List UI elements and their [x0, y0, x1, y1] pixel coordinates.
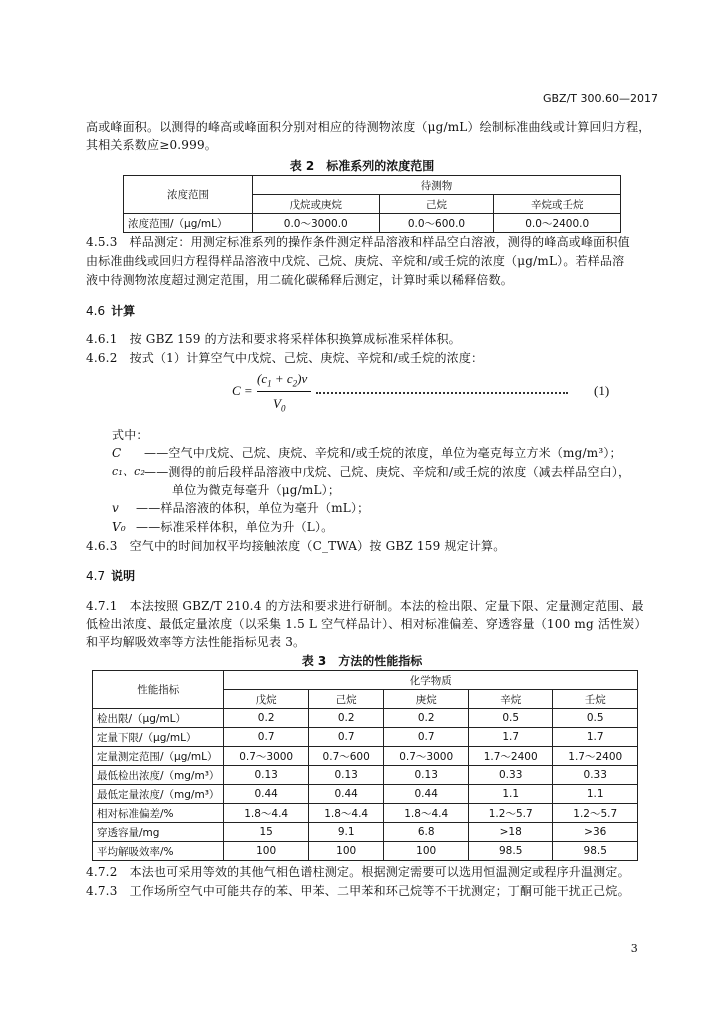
table3-cell: 1.8～4.4 [224, 804, 309, 823]
clause-number: 4.6.1 [86, 332, 118, 346]
fraction-bar [257, 391, 311, 392]
definition-c: ——测得的前后段样品溶液中戊烷、己烷、庚烷、辛烷和/或壬烷的浓度（减去样品空白）， [144, 465, 631, 479]
table3-cell: 0.44 [384, 785, 469, 804]
table3-cell: 0.5 [553, 709, 638, 728]
table2-cell: 0.0～600.0 [379, 214, 494, 233]
table2 [123, 175, 621, 233]
table3-cell: 1.7～2400 [468, 747, 553, 766]
section-4-7 [86, 567, 135, 584]
where-intro: 式中： [112, 428, 149, 442]
formula-num-part: )v [297, 371, 308, 386]
formula-lhs: C = [232, 383, 253, 398]
table3-row [93, 766, 638, 785]
clause-4-7-2 [86, 863, 630, 881]
table3-caption: 表 3 方法的性能指标 [301, 654, 423, 668]
table3-row-label: 相对标准偏差/% [93, 804, 224, 823]
table2-row-label: 浓度范围/（μg/mL） [124, 214, 253, 233]
table3-cell: 0.2 [384, 709, 469, 728]
paragraph-line: 由标准曲线或回归方程得样品溶液中戊烷、己烷、庚烷、辛烷和/或壬烷的浓度（μg/mL）。若样品溶 [86, 254, 625, 268]
table3-row [93, 747, 638, 766]
table3-header-index: 性能指标 [93, 671, 224, 709]
table3-cell: 0.33 [553, 766, 638, 785]
table3-cell: 1.2～5.7 [468, 804, 553, 823]
clause-number: 4.7.1 [86, 599, 118, 613]
formula-sub: 1 [267, 378, 272, 389]
table3-cell: 98.5 [468, 842, 553, 861]
table2-col: 辛烷或壬烷 [494, 195, 621, 214]
table3-row-label: 穿透容量/mg [93, 823, 224, 842]
table3-cell: 9.1 [308, 823, 384, 842]
table3-cell: 0.2 [224, 709, 309, 728]
clause-4-7-1 [86, 597, 644, 615]
clause-number: 4.7.3 [86, 884, 118, 898]
clause-4-6-2 [86, 349, 483, 367]
paragraph-line: 液中待测物浓度超过测定范围，用二硫化碳稀释后测定，计算时乘以稀释倍数。 [86, 273, 514, 287]
paragraph-line: 和平均解吸效率等方法性能指标见表 3。 [86, 635, 306, 649]
formula-num-part: (c [257, 371, 268, 386]
symbol-V0: V₀ [112, 520, 126, 534]
table3-cell: 100 [384, 842, 469, 861]
table3-cell: 98.5 [553, 842, 638, 861]
table2-header-analyte: 待测物 [253, 176, 621, 195]
clause-number: 4.6.2 [86, 351, 118, 365]
definition-V0: ——标准采样体积，单位为升（L）。 [136, 520, 334, 534]
page-number: 3 [630, 942, 638, 955]
table3-cell: 0.13 [308, 766, 384, 785]
table3-cell: 1.1 [553, 785, 638, 804]
table2-col: 戊烷或庚烷 [253, 195, 380, 214]
paragraph-line: 其相关系数应≥0.999。 [86, 138, 218, 152]
table3-row-label: 检出限/（μg/mL） [93, 709, 224, 728]
clause-text: 工作场所空气中可能共存的苯、甲苯、二甲苯和环己烷等不干扰测定；丁酮可能干扰正己烷。 [129, 884, 630, 898]
clause-4-6-1 [86, 330, 461, 348]
formula-sub: 2 [292, 378, 298, 389]
clause-text: 本法按照 GBZ/T 210.4 的方法和要求进行研制。本法的检出限、定量下限、定量测定范围、最 [129, 599, 644, 613]
table3-cell: 15 [224, 823, 309, 842]
table3-col: 壬烷 [553, 690, 638, 709]
table3-row-label: 平均解吸效率/% [93, 842, 224, 861]
formula-sub: 0 [280, 403, 286, 414]
table3-row-label: 定量测定范围/（μg/mL） [93, 747, 224, 766]
table3-cell: 6.8 [384, 823, 469, 842]
table3-cell: 0.7～600 [308, 747, 384, 766]
clause-text: 按 GBZ 159 的方法和要求将采样体积换算成标准采样体积。 [129, 332, 461, 346]
table3-col: 戊烷 [224, 690, 309, 709]
clause-text: 样品测定：用测定标准系列的操作条件测定样品溶液和样品空白溶液，测得的峰高或峰面积值 [129, 235, 630, 249]
section-4-6 [86, 302, 135, 319]
table3-col: 己烷 [308, 690, 384, 709]
section-title: 计算 [111, 304, 136, 318]
table3-cell: 0.7～3000 [224, 747, 309, 766]
table3 [92, 670, 638, 861]
table2-header-range: 浓度范围 [124, 176, 253, 214]
paragraph-line: 高或峰面积。以测得的峰高或峰面积分别对相应的待测物浓度（μg/mL）绘制标准曲线或计算回归方程， [86, 120, 651, 134]
table3-cell: 1.1 [468, 785, 553, 804]
table3-cell: 0.7 [308, 728, 384, 747]
section-number: 4.7 [86, 569, 106, 583]
table3-cell: 1.8～4.4 [308, 804, 384, 823]
definition-C: ——空气中戊烷、己烷、庚烷、辛烷和/或壬烷的浓度，单位为毫克每立方米（mg/m³）； [144, 446, 622, 460]
table3-row [93, 804, 638, 823]
clause-number: 4.5.3 [86, 235, 118, 249]
clause-text: 按式（1）计算空气中戊烷、己烷、庚烷、辛烷和/或壬烷的浓度： [129, 351, 484, 365]
clause-4-7-3 [86, 882, 630, 900]
table3-cell: >36 [553, 823, 638, 842]
table2-caption: 表 2 标准系列的浓度范围 [289, 159, 435, 173]
table2-cell: 0.0～2400.0 [494, 214, 621, 233]
table2-col: 己烷 [379, 195, 494, 214]
paragraph-line: 低检出浓度、最低定量浓度（以采集 1.5 L 空气样品计）、相对标准偏差、穿透容量（100 mg 活性炭） [86, 617, 647, 631]
symbol-c1-c2: c₁、c₂ [112, 465, 146, 478]
clause-4-6-3 [86, 537, 505, 555]
symbol-C: C [112, 446, 122, 460]
table3-row-label: 最低检出浓度/（mg/m³） [93, 766, 224, 785]
table3-cell: 1.2～5.7 [553, 804, 638, 823]
document-code: GBZ/T 300.60—2017 [542, 92, 658, 105]
table3-col: 辛烷 [468, 690, 553, 709]
table3-cell: 0.13 [384, 766, 469, 785]
table3-row [93, 728, 638, 747]
definition-v: ——样品溶液的体积，单位为毫升（mL）； [136, 501, 370, 515]
equation-number: (1) [594, 383, 610, 398]
table3-row-label: 定量下限/（μg/mL） [93, 728, 224, 747]
table3-row [93, 842, 638, 861]
formula-num-part: + c [271, 371, 293, 386]
clause-text: 空气中的时间加权平均接触浓度（C_TWA）按 GBZ 159 规定计算。 [129, 539, 506, 553]
definition-c-cont: 单位为微克每毫升（μg/mL）； [172, 483, 341, 497]
table3-cell: 100 [224, 842, 309, 861]
table3-row [93, 785, 638, 804]
table3-cell: 0.7 [224, 728, 309, 747]
table3-cell: 0.7～3000 [384, 747, 469, 766]
table3-cell: 0.7 [384, 728, 469, 747]
table3-cell: 0.33 [468, 766, 553, 785]
table3-cell: 1.7 [468, 728, 553, 747]
table3-col: 庚烷 [384, 690, 469, 709]
clause-text: 本法也可采用等效的其他气相色谱柱测定。根据测定需要可以选用恒温测定或程序升温测定。 [129, 865, 630, 879]
section-title: 说明 [111, 569, 136, 583]
formula-denominator [273, 396, 285, 414]
table3-cell: 100 [308, 842, 384, 861]
formula-leader-dots [316, 392, 568, 394]
formula-numerator [257, 371, 307, 389]
table3-cell: 0.13 [224, 766, 309, 785]
symbol-v: v [112, 501, 119, 515]
table3-cell: 0.5 [468, 709, 553, 728]
section-number: 4.6 [86, 304, 106, 318]
table3-cell: >18 [468, 823, 553, 842]
table3-row [93, 823, 638, 842]
clause-number: 4.7.2 [86, 865, 118, 879]
formula-den-part: V [273, 396, 281, 411]
table3-cell: 1.7～2400 [553, 747, 638, 766]
clause-4-5-3 [86, 233, 630, 251]
table3-header-chem: 化学物质 [224, 671, 638, 690]
table3-cell: 0.2 [308, 709, 384, 728]
table3-cell: 0.44 [308, 785, 384, 804]
table3-cell: 0.44 [224, 785, 309, 804]
table3-row-label: 最低定量浓度/（mg/m³） [93, 785, 224, 804]
table2-cell: 0.0～3000.0 [253, 214, 380, 233]
table3-cell: 1.8～4.4 [384, 804, 469, 823]
clause-number: 4.6.3 [86, 539, 118, 553]
table3-cell: 1.7 [553, 728, 638, 747]
table3-row [93, 709, 638, 728]
